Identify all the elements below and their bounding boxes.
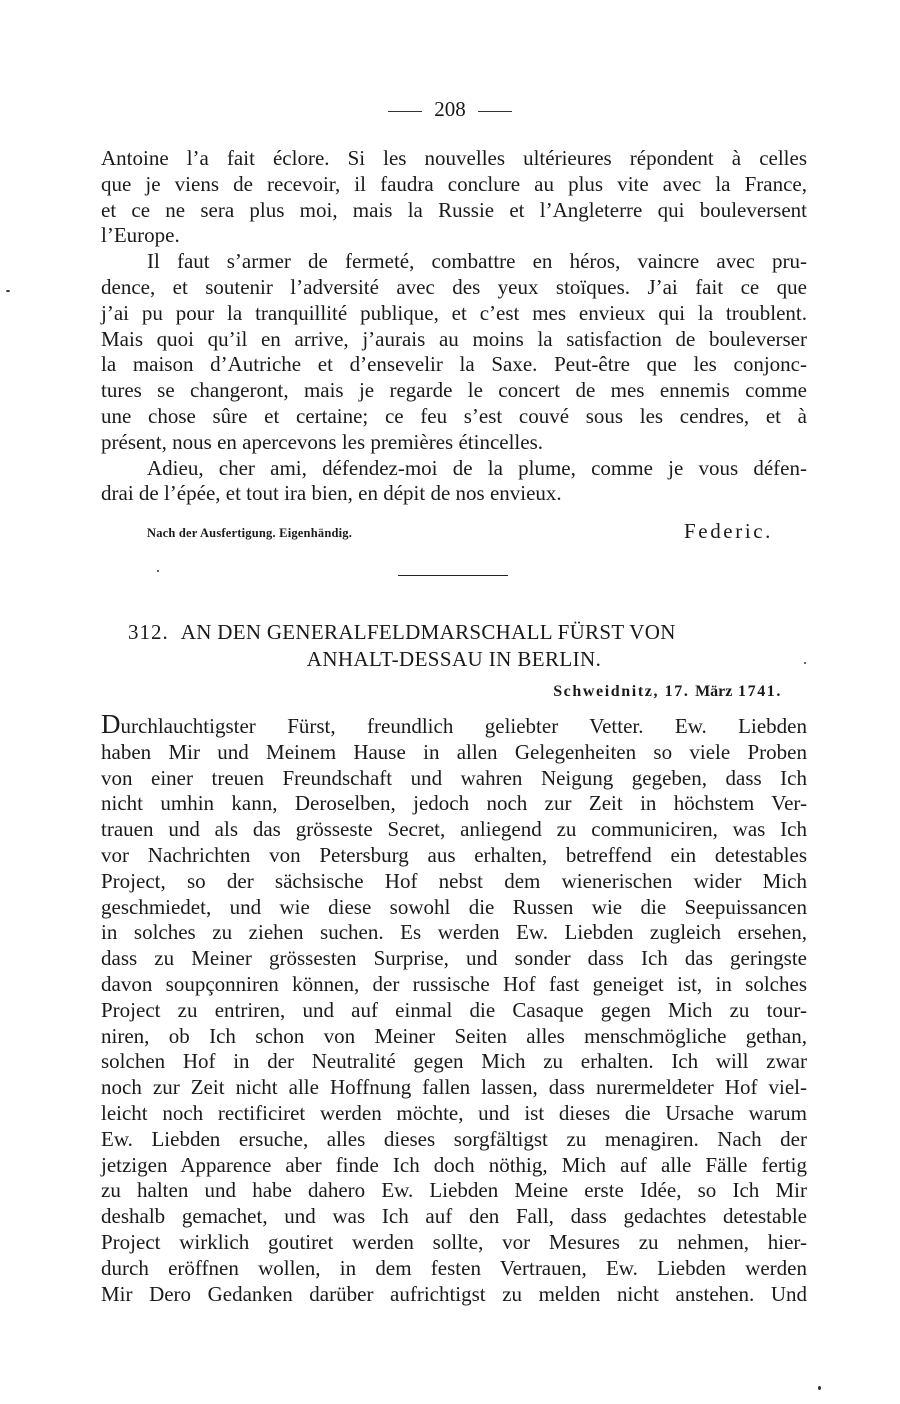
source-note: Nach der Ausfertigung. Eigenhändig. (147, 526, 353, 540)
text-line: drai de l’épée, et tout ira bien, en dépit de nos envieux. (101, 481, 562, 506)
text-line: haben Mir und Meinem Hause in allen Gelegenheiten so viele Proben (101, 739, 807, 764)
signature: Federic. (684, 519, 774, 543)
text-line: geschmiedet, und wie diese sowohl die Russen wie die Seepuissancen (101, 894, 807, 919)
letter-heading (101, 619, 807, 673)
scan-speck (804, 662, 806, 664)
text-line: vor Nachrichten von Petersburg aus erhalten, betreffend ein detestables (101, 842, 807, 867)
text-line: leicht noch rectificiret werden möchte, und ist dieses die Ursache warum (101, 1100, 807, 1125)
text-line: dass zu Meiner grössesten Surprise, und sonder dass Ich das geringste (101, 946, 807, 971)
text-line: tures se changeront, mais je regarde le concert de mes ennemis comme (101, 378, 807, 403)
text-line: une chose sûre et certaine; ce feu s’est couvé sous les cendres, et à (101, 403, 807, 428)
text-line: Il faut s’armer de fermeté, combattre en héros, vaincre avec pru- (147, 249, 807, 274)
text-line: deshalb gemachet, und was Ich auf den Fall, dass gedachtes detestable (101, 1204, 807, 1229)
date-year: 1741. (738, 683, 782, 700)
text-line: noch zur Zeit nicht alle Hoffnung fallen lassen, dass nurermeldeter Hof viel- (101, 1075, 807, 1100)
text-line: nicht umhin kann, Deroselben, jedoch noch zur Zeit in höchstem Ver- (101, 791, 807, 816)
heading-line-1 (101, 619, 807, 646)
text-line: niren, ob Ich schon von Meiner Seiten alles menschmögliche gethan, (101, 1023, 807, 1048)
text-line: dence, et soutenir l’adversité avec des yeux stoïques. J’ai fait ce que (101, 274, 807, 299)
text-line: j’ai pu pour la tranquillité publique, et c’est mes envieux qui la troublent. (101, 300, 807, 325)
text-line: que je viens de recevoir, il faudra conclure au plus vite avec la France, (101, 171, 807, 196)
date-month: März (695, 683, 733, 700)
text-line: von einer treuen Freundschaft und wahren Neigung gegeben, dass Ich (101, 765, 807, 790)
heading-line-2: ANHALT-DESSAU IN BERLIN. (306, 647, 602, 671)
text-line: présent, nous en apercevons les premières étincelles. (101, 429, 543, 454)
heading-text-1: AN DEN GENERALFELDMARSCHALL FÜRST VON (180, 620, 676, 644)
text-line: et ce ne sera plus moi, mais la Russie et l’Angleterre qui bouleversent (101, 197, 807, 222)
text-line: Ew. Liebden ersuche, alles dieses sorgfältigst zu menagiren. Nach der (101, 1126, 807, 1151)
text-line: Mir Dero Gedanken darüber aufrichtigst zu melden nicht anstehen. Und (101, 1281, 807, 1306)
text-line: zu halten und habe dahero Ew. Liebden Meine erste Idée, so Ich Mir (101, 1178, 807, 1203)
letter-b-first-line (101, 709, 807, 740)
letter-b-body (101, 709, 807, 1307)
initial-letter: D (101, 709, 121, 739)
place-date-text: Schweidnitz, 17. (553, 683, 690, 700)
text-line: l’Europe. (101, 223, 180, 248)
page-number-dash-left (388, 111, 422, 112)
text-line: Project zu entriren, und auf einmal die Casaque gegen Mich zu tour- (101, 997, 807, 1022)
text-line: solchen Hof in der Neutralité gegen Mich zu erhalten. Ich will zwar (101, 1049, 807, 1074)
text-line: trauen und als das grösseste Secret, anliegend zu communiciren, was Ich (101, 817, 807, 842)
page-number (0, 97, 900, 122)
scan-speck (818, 1386, 821, 1390)
text-line: la maison d’Autriche et d’ensevelir la Saxe. Peut-être que les conjonc- (101, 352, 807, 377)
text-line: durch eröffnen wollen, in dem festen Vertrauen, Ew. Liebden werden (101, 1255, 807, 1280)
page-number-dash-right (478, 111, 512, 112)
scan-speck (157, 570, 159, 572)
section-divider (398, 575, 508, 576)
text-line: Project wirklich goutiret werden sollte, vor Mesures zu nehmen, hier- (101, 1229, 807, 1254)
page-number-text: 208 (434, 97, 466, 121)
text-line: Antoine l’a fait éclore. Si les nouvelles ultérieures répondent à celles (101, 146, 807, 170)
text-line: Project, so der sächsische Hof nebst dem wienerischen wider Mich (101, 868, 807, 893)
letter-a-body (101, 146, 807, 507)
text-line: Mais quoi qu’il en arrive, j’aurais au moins la satisfaction de bouleverser (101, 326, 807, 351)
text-line: Adieu, cher ami, défendez-moi de la plume, comme je vous défen- (147, 455, 807, 480)
text-line: jetzigen Apparence aber finde Ich doch nöthig, Mich auf alle Fälle fertig (101, 1152, 807, 1177)
text-line: davon soupçonniren können, der russische Hof fast geneiget ist, in solches (101, 971, 807, 996)
letter-number: 312. (128, 620, 169, 644)
first-line-text: urchlauchtigster Fürst, freundlich geliebter Vetter. Ew. Liebden (120, 714, 807, 738)
text-line: in solches zu ziehen suchen. Es werden Ew. Liebden zugleich ersehen, (101, 920, 807, 945)
scan-speck (6, 290, 10, 292)
place-date (101, 683, 782, 701)
